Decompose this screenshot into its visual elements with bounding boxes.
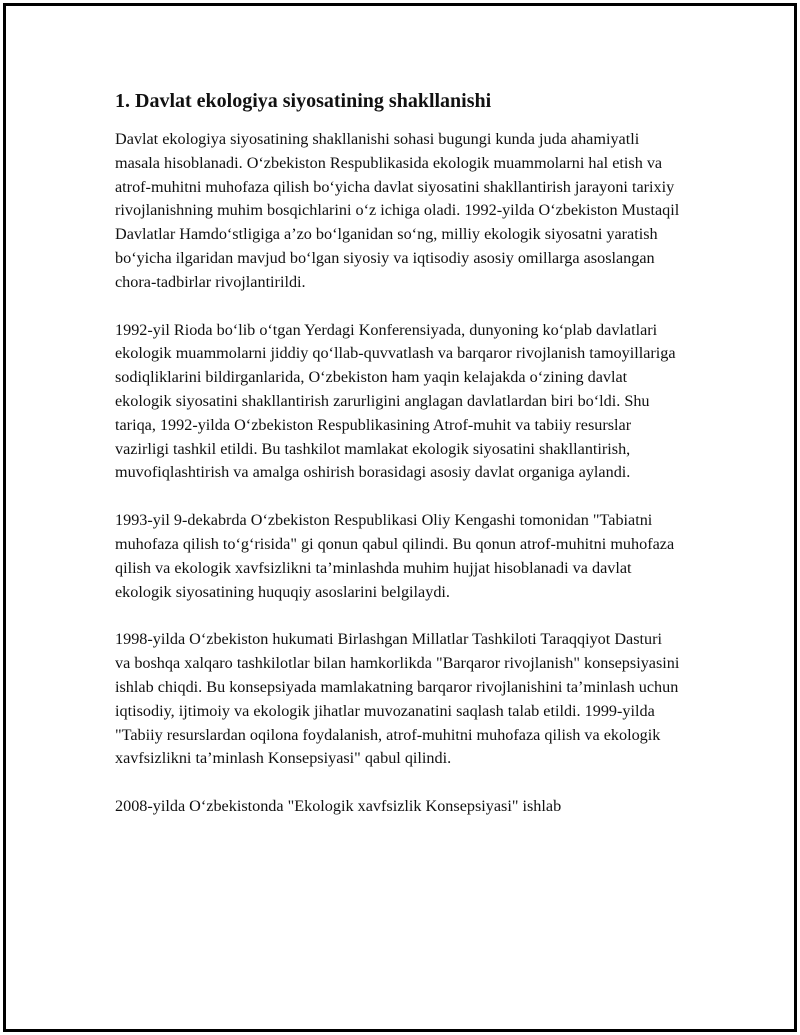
document-body — [115, 88, 681, 843]
paragraph-3: 1993-yil 9-dekabrda O‘zbekiston Respublikasi Oliy Kengashi tomonidan "Tabiatni muhofaza qilish to‘g‘risida" gi qonun qabul qilindi. Bu qonun atrof-muhitni muhofaza qilish va ekologik xavfsizlikni ta’minlashda muhim hujjat hisoblanadi va davlat ekologik siyosatining huquqiy asoslarini belgilaydi. — [115, 511, 675, 601]
paragraph-5: 2008-yilda O‘zbekistonda "Ekologik xavfsizlik Konsepsiyasi" ishlab — [115, 797, 562, 816]
paragraph-1: Davlat ekologiya siyosatining shakllanishi sohasi bugungi kunda juda ahamiyatli masala hisoblanadi. O‘zbekiston Respublikasida ekologik muammolarni hal etish va atrof-muhitni muhofaza qilish bo‘yicha davlat siyosatini shakllantirish jarayoni tarixiy rivojlanishning muhim bosqichlarini o‘z ichiga oladi. 1992-yilda O‘zbekiston Mustaqil Davlatlar Hamdo‘stligiga a’zo bo‘lganidan so‘ng, milliy ekologik siyosatni yaratish bo‘yicha ilgaridan mavjud bo‘lgan siyosiy va iqtisodiy asosiy omillarga asoslangan chora-tadbirlar rivojlantirildi. — [115, 130, 680, 291]
paragraph-2: 1992-yil Rioda bo‘lib o‘tgan Yerdagi Konferensiyada, dunyoning ko‘plab davlatlari ekologik muammolarni jiddiy qo‘llab-quvvatlash va barqaror rivojlanish tamoyillariga sodiqliklarini bildirganlarida, O‘zbekiston ham yaqin kelajakda o‘zining davlat ekologik siyosatini shakllantirish zarurligini anglagan davlatlardan biri bo‘ldi. Shu tariqa, 1992-yilda O‘zbekiston Respublikasining Atrof-muhit va tabiiy resurslar vazirligi tashkil etildi. Bu tashkilot mamlakat ekologik siyosatini shakllantirish, muvofiqlashtirish va amalga oshirish borasidagi asosiy davlat organiga aylandi. — [115, 320, 676, 482]
paragraph-4: 1998-yilda O‘zbekiston hukumati Birlashgan Millatlar Tashkiloti Taraqqiyot Dasturi va boshqa xalqaro tashkilotlar bilan hamkorlikda "Barqaror rivojlanish" konsepsiyasini ishlab chiqdi. Bu konsepsiyada mamlakatning barqaror rivojlanishini ta’minlash uchun iqtisodiy, ijtimoiy va ekologik jihatlar muvozanatini saqlash talab etildi. 1999-yilda "Tabiiy resurslardan oqilona foydalanish, atrof-muhitni muhofaza qilish va ekologik xavfsizlikni ta’minlash Konsepsiyasi" qabul qilindi. — [115, 630, 680, 768]
section-heading: 1. Davlat ekologiya siyosatining shakllanishi — [115, 90, 492, 112]
